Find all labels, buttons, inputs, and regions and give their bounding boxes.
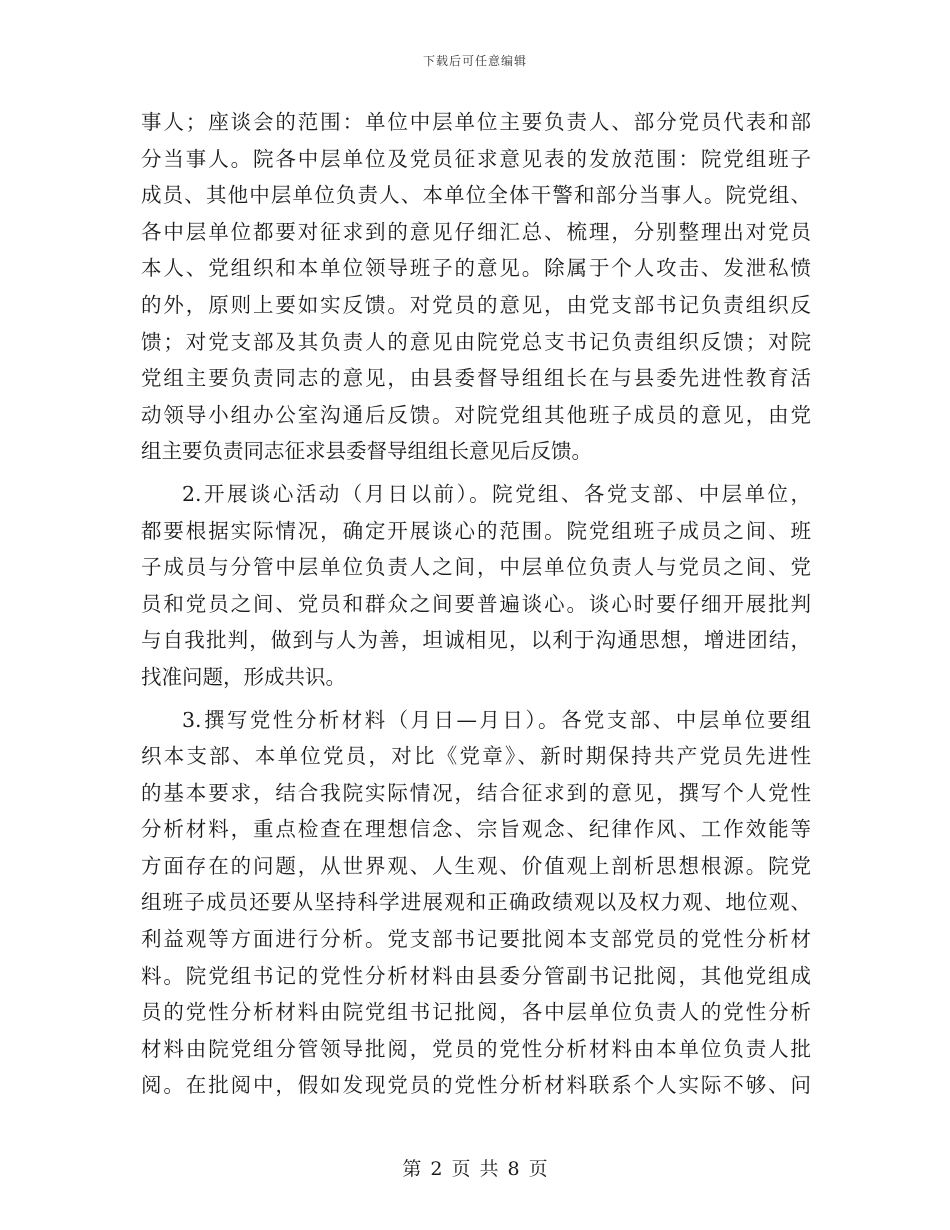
text-line: 料。院党组书记的党性分析材料由县委分管副书记批阅，其他党组成 xyxy=(141,963,811,988)
paragraph-2 xyxy=(141,476,811,696)
text-line: 分析材料，重点检查在理想信念、宗旨观念、纪律作风、工作效能等 xyxy=(141,817,811,842)
text-line: 织本支部、本单位党员，对比《党章》、新时期保持共产党员先进性 xyxy=(141,744,811,769)
text-line: 3.撰写党性分析材料（月日—月日）。各党支部、中层单位要组 xyxy=(182,707,811,732)
text-line: 材料由院党组分管领导批阅，党员的党性分析材料由本单位负责人批 xyxy=(141,1036,811,1061)
text-line: 党组主要负责同志的意见，由县委督导组组长在与县委先进性教育活 xyxy=(141,366,811,391)
text-line: 组主要负责同志征求县委督导组组长意见后反馈。 xyxy=(141,439,592,464)
text-line: 员和党员之间、党员和群众之间要普遍谈心。谈心时要仔细开展批判 xyxy=(141,591,811,616)
text-line: 与自我批判，做到与人为善，坦诚相见，以利于沟通思想，增进团结， xyxy=(141,628,811,653)
text-line: 利益观等方面进行分析。党支部书记要批阅本支部党员的党性分析材 xyxy=(141,927,811,952)
text-line: 事人；座谈会的范围：单位中层单位主要负责人、部分党员代表和部 xyxy=(141,110,811,134)
text-line: 2.开展谈心活动（月日以前）。院党组、各党支部、中层单位， xyxy=(182,481,811,506)
text-line: 各中层单位都要对征求到的意见仔细汇总、梳理，分别整理出对党员 xyxy=(141,219,811,244)
paragraph-1 xyxy=(141,104,811,470)
text-line: 找准问题，形成共识。 xyxy=(141,664,346,689)
text-line: 的外，原则上要如实反馈。对党员的意见，由党支部书记负责组织反 xyxy=(141,292,811,317)
text-line: 成员、其他中层单位负责人、本单位全体干警和部分当事人。院党组、 xyxy=(141,183,811,208)
page-number-footer: 第 2 页 共 8 页 xyxy=(402,1158,548,1180)
text-line: 的基本要求，结合我院实际情况，结合征求到的意见，撰写个人党性 xyxy=(141,780,811,805)
paragraph-3 xyxy=(141,702,811,1105)
text-line: 方面存在的问题，从世界观、人生观、价值观上剖析思想根源。院党 xyxy=(141,853,811,878)
text-line: 馈；对党支部及其负责人的意见由院党总支书记负责组织反馈；对院 xyxy=(141,329,811,354)
text-line: 阅。在批阅中，假如发现党员的党性分析材料联系个人实际不够、问 xyxy=(141,1073,811,1098)
text-line: 都要根据实际情况，确定开展谈心的范围。院党组班子成员之间、班 xyxy=(141,518,811,543)
text-line: 组班子成员还要从坚持科学进展观和正确政绩观以及权力观、地位观、 xyxy=(141,890,811,915)
text-line: 动领导小组办公室沟通后反馈。对院党组其他班子成员的意见，由党 xyxy=(141,402,811,427)
page-header: 下载后可任意编辑 xyxy=(422,54,527,68)
text-line: 分当事人。院各中层单位及党员征求意见表的发放范围：院党组班子 xyxy=(141,146,811,171)
document-body xyxy=(141,104,811,1104)
text-line: 本人、党组织和本单位领导班子的意见。除属于个人攻击、发泄私愤 xyxy=(141,256,811,281)
text-line: 员的党性分析材料由院党组书记批阅，各中层单位负责人的党性分析 xyxy=(141,1000,811,1025)
text-line: 子成员与分管中层单位负责人之间，中层单位负责人与党员之间、党 xyxy=(141,555,811,580)
